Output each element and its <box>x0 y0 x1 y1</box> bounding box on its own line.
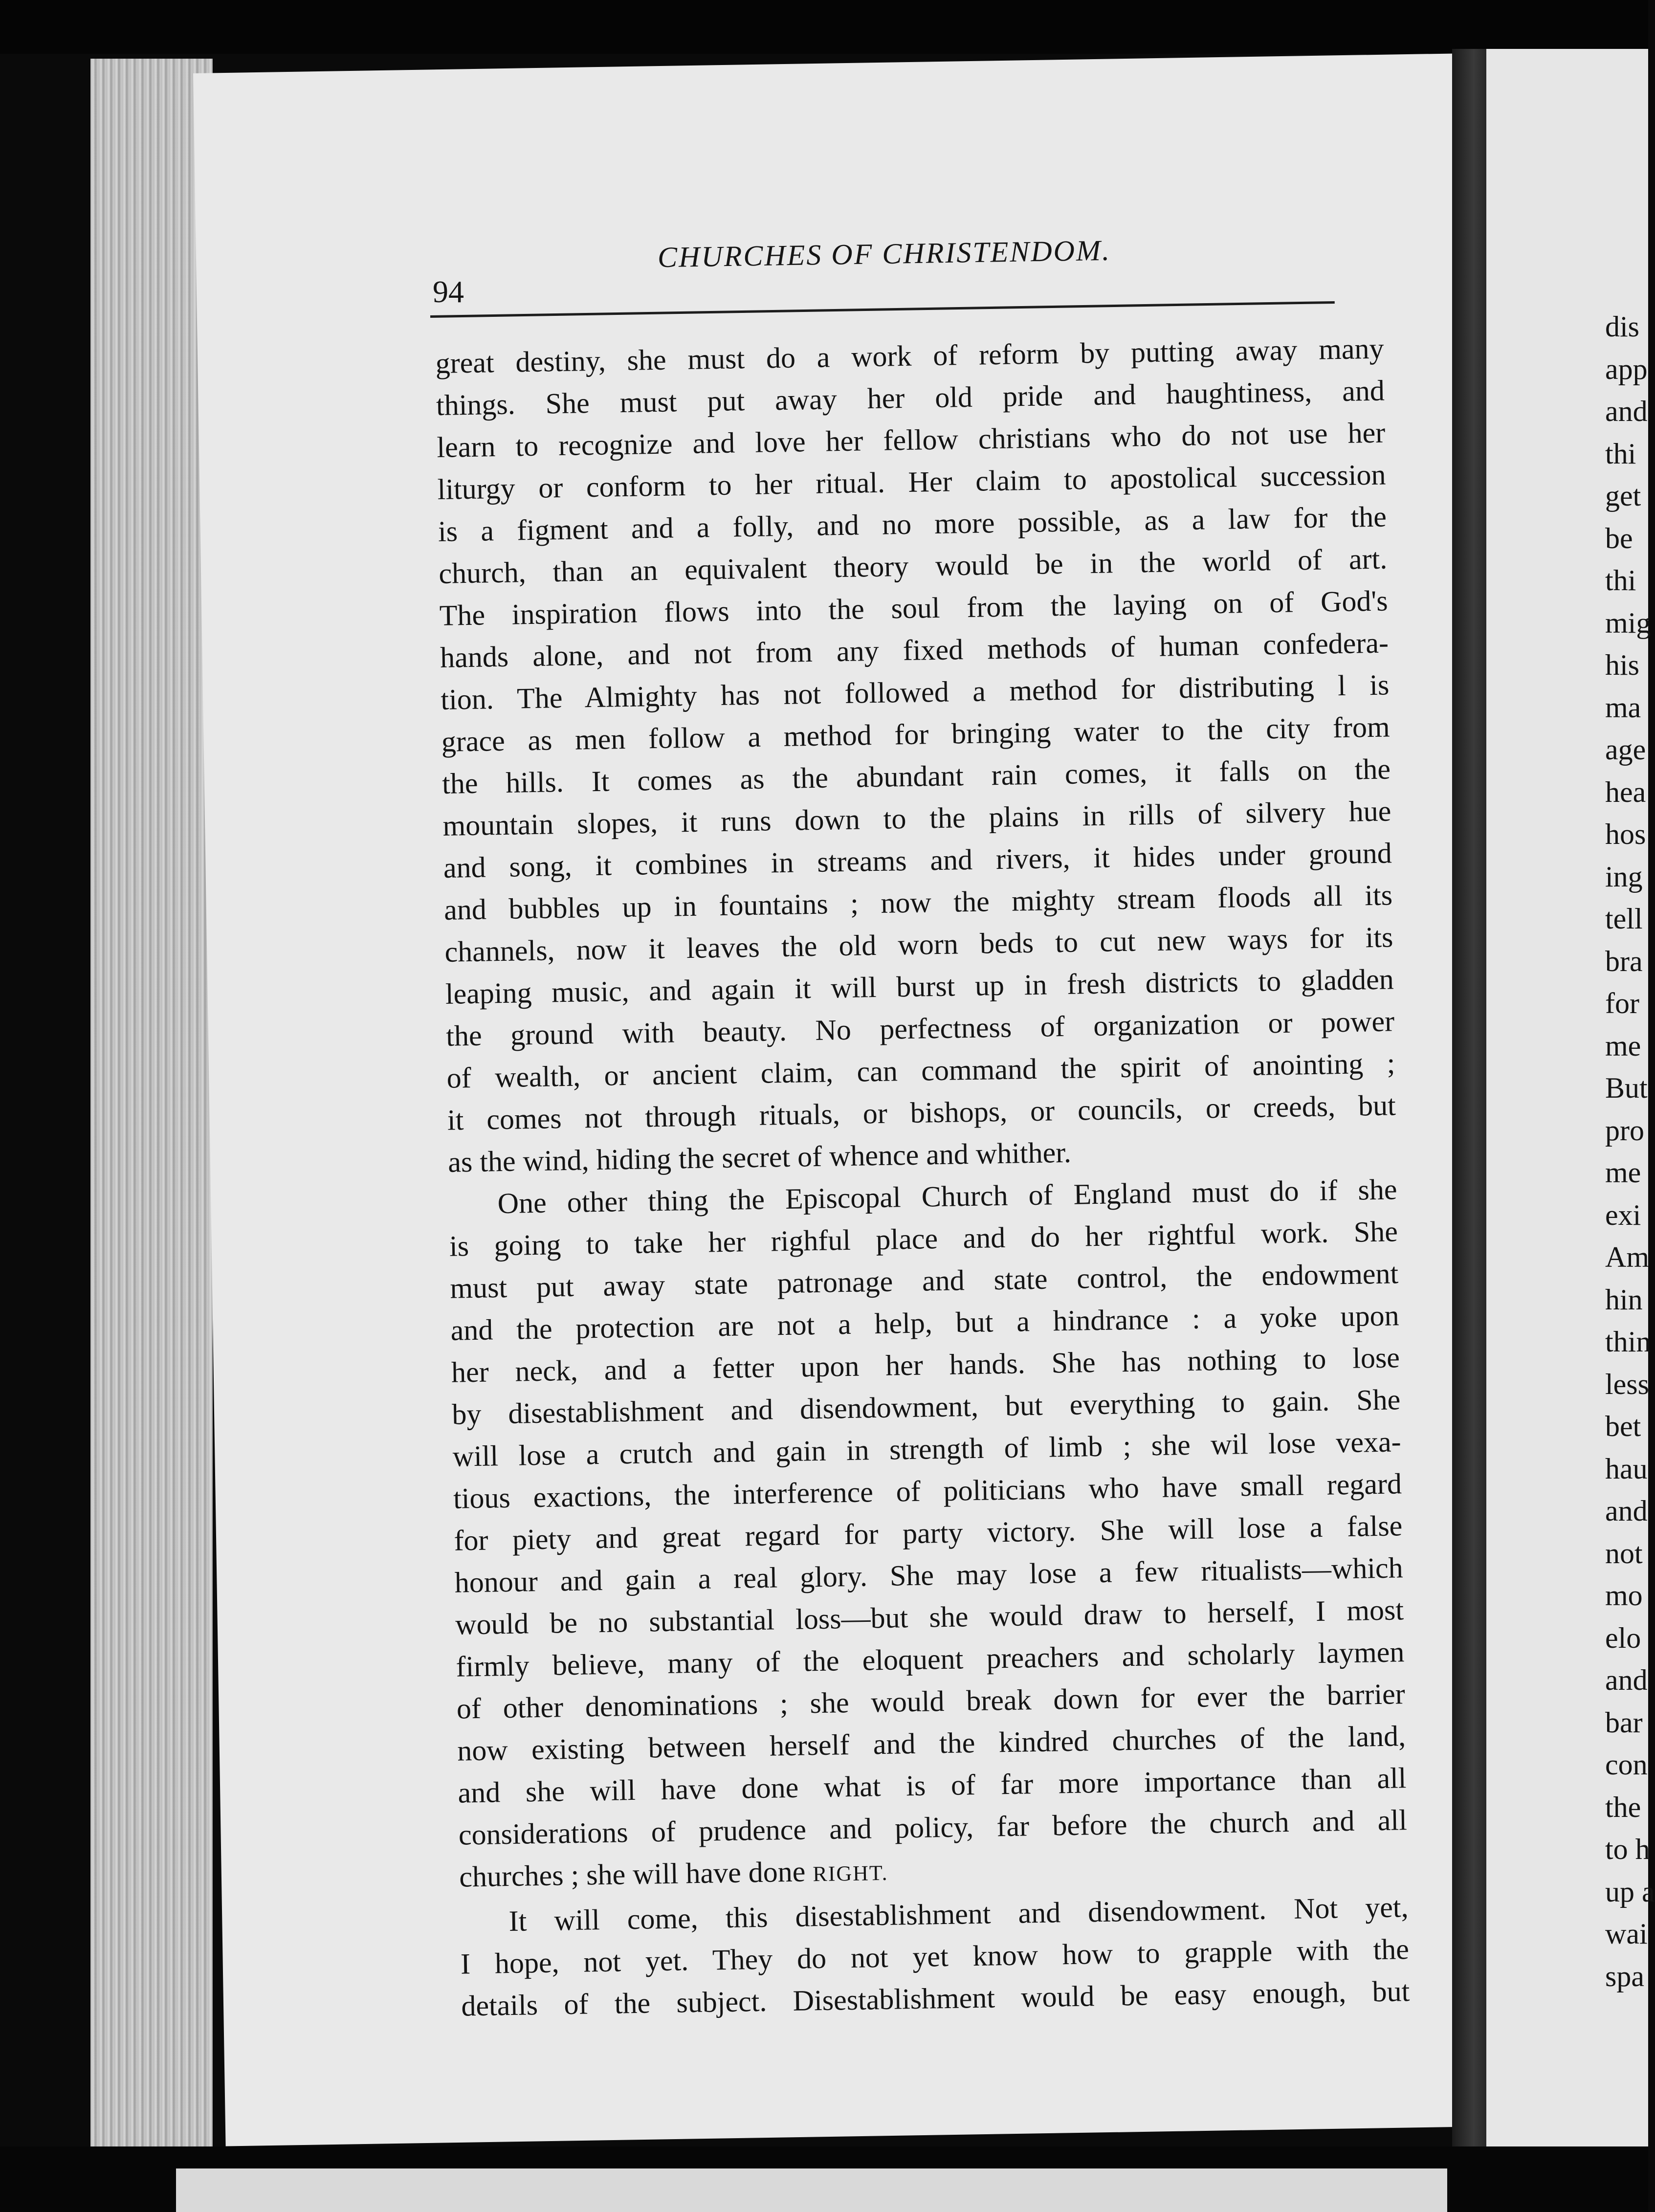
facing-fragment: mig <box>1605 606 1651 639</box>
facing-fragment: tell <box>1605 903 1643 935</box>
facing-fragment: be <box>1605 522 1633 554</box>
scan-border-top <box>0 0 1648 54</box>
facing-fragment: hau <box>1605 1452 1648 1485</box>
running-head: CHURCHES OF CHRISTENDOM. <box>657 234 1111 274</box>
facing-fragment: dis <box>1605 310 1640 343</box>
text-line: tious exactions, the interference of politicians who have small regard <box>453 1467 1402 1515</box>
text-line: now existing between herself and the kindred churches of the land, <box>457 1720 1406 1767</box>
facing-fragment: wai <box>1605 1918 1648 1950</box>
body-text <box>435 328 1410 2027</box>
facing-fragment: exi <box>1605 1198 1641 1231</box>
text-line: grace as men follow a method for bringing water to the city from <box>441 710 1390 758</box>
text-line: and she will have done what is of far more importance than all <box>458 1762 1407 1809</box>
text-line: for piety and great regard for party victory. She will lose a false <box>453 1509 1403 1557</box>
text-line: firmly believe, many of the eloquent preachers and scholarly laymen <box>456 1636 1405 1683</box>
facing-fragment: and <box>1605 1495 1648 1527</box>
facing-fragment: ing <box>1605 860 1643 893</box>
facing-fragment: elo <box>1605 1621 1641 1654</box>
facing-fragment: hea <box>1605 775 1646 808</box>
facing-fragment: bra <box>1605 945 1643 977</box>
facing-fragment: app <box>1605 353 1648 385</box>
text-line: One other thing the Episcopal Church of England must do if she <box>497 1173 1397 1220</box>
facing-fragment: spa <box>1605 1960 1644 1992</box>
text-line: of wealth, or ancient claim, can command the spirit of anointing ; <box>446 1047 1395 1094</box>
facing-fragment: to h <box>1605 1833 1650 1865</box>
text-line: and the protection are not a help, but a hindrance : a yoke upon <box>450 1299 1400 1347</box>
text-line: as the wind, hiding the secret of whence and whither. <box>447 1136 1072 1178</box>
text-line: of other denominations ; she would break down for ever the barrier <box>456 1678 1406 1725</box>
facing-fragment: up a <box>1605 1875 1655 1908</box>
facing-fragment: thi <box>1605 564 1636 597</box>
text-line: I hope, not yet. They do not yet know how to grapple with the <box>460 1933 1410 1980</box>
facing-fragment: age <box>1605 733 1646 766</box>
text-line: and song, it combines in streams and rivers, it hides under ground <box>443 837 1392 884</box>
text-line: the hills. It comes as the abundant rain comes, it falls on the <box>441 752 1391 800</box>
text-line: tion. The Almighty has not followed a method for distributing l is <box>440 668 1390 716</box>
text-line: is going to take her righful place and do her rightful work. She <box>449 1215 1398 1262</box>
text-line: the ground with beauty. No perfectness of organization or power <box>445 1005 1395 1052</box>
text-line: must put away state patronage and state control, the endowment <box>449 1257 1399 1305</box>
facing-fragment: ma <box>1605 691 1641 724</box>
next-page-sliver <box>176 2168 1447 2212</box>
facing-fragment: But <box>1605 1072 1648 1104</box>
text-line: details of the subject. Disestablishment would be easy enough, but <box>461 1975 1410 2022</box>
text-line: it comes not through rituals, or bishops, or councils, or creeds, but <box>447 1089 1396 1136</box>
text-line: channels, now it leaves the old worn beds to cut new ways for its <box>444 921 1393 968</box>
text-line: leaping music, and again it will burst up in fresh districts to gladden <box>445 963 1394 1010</box>
facing-fragment: thi <box>1605 437 1636 470</box>
text-line: The inspiration flows into the soul from the laying on of God's <box>439 584 1389 632</box>
facing-fragment: his <box>1605 649 1640 681</box>
text-line: her neck, and a fetter upon her hands. She has nothing to lose <box>451 1341 1400 1389</box>
text-line: learn to recognize and love her fellow christians who do not use her <box>436 416 1386 464</box>
facing-fragment: bet <box>1605 1410 1641 1442</box>
text-line: things. She must put away her old pride and haughtiness, and <box>436 374 1385 421</box>
facing-fragment: less <box>1605 1368 1649 1400</box>
facing-page-text <box>1605 306 1655 1997</box>
facing-fragment: hin <box>1605 1283 1643 1316</box>
text-line: It will come, this disestablishment and disendowment. Not yet, <box>508 1891 1409 1938</box>
text-line: great destiny, she must do a work of reform by putting away many <box>435 332 1384 379</box>
small-caps-word: RIGHT. <box>813 1860 888 1886</box>
facing-fragment: the <box>1605 1791 1641 1823</box>
facing-fragment: and <box>1605 395 1648 427</box>
text-line: church, than an equivalent theory would be in the world of art. <box>438 542 1388 590</box>
text-line: liturgy or conform to her ritual. Her claim to apostolical succession <box>437 458 1387 506</box>
facing-fragment: mo <box>1605 1579 1643 1612</box>
facing-fragment: thin <box>1605 1326 1651 1358</box>
text-line: honour and gain a real glory. She may lose a few ritualists—which <box>454 1551 1404 1599</box>
facing-fragment: and <box>1605 1664 1648 1696</box>
facing-fragment: get <box>1605 480 1641 512</box>
facing-fragment: Am <box>1605 1241 1649 1273</box>
facing-fragment: me <box>1605 1029 1641 1062</box>
book-page-edges <box>90 59 213 2151</box>
text-line: is a figment and a folly, and no more possible, as a law for the <box>438 500 1387 548</box>
text-line: hands alone, and not from any fixed methods of human confedera- <box>440 626 1389 674</box>
facing-fragment: for <box>1605 987 1639 1019</box>
facing-fragment: hos <box>1605 818 1646 850</box>
text-line: and bubbles up in fountains ; now the mighty stream floods all its <box>443 879 1393 926</box>
text-line: mountain slopes, it runs down to the plains in rills of silvery hue <box>442 795 1391 842</box>
text-line: will lose a crutch and gain in strength of limb ; she wil lose vexa- <box>452 1425 1402 1473</box>
text-run: churches ; she will have done <box>459 1855 813 1893</box>
facing-fragment: not <box>1605 1537 1643 1570</box>
facing-fragment: con <box>1605 1748 1648 1781</box>
facing-fragment: me <box>1605 1156 1641 1189</box>
page-number: 94 <box>433 274 464 309</box>
text-line: by disestablishment and disendowment, but everything to gain. She <box>451 1383 1401 1431</box>
facing-fragment: bar <box>1605 1706 1643 1739</box>
text-line: considerations of prudence and policy, far before the church and all <box>458 1804 1408 1851</box>
facing-fragment: pro <box>1605 1114 1644 1147</box>
text-line: would be no substantial loss—but she would draw to herself, I most <box>455 1593 1404 1641</box>
